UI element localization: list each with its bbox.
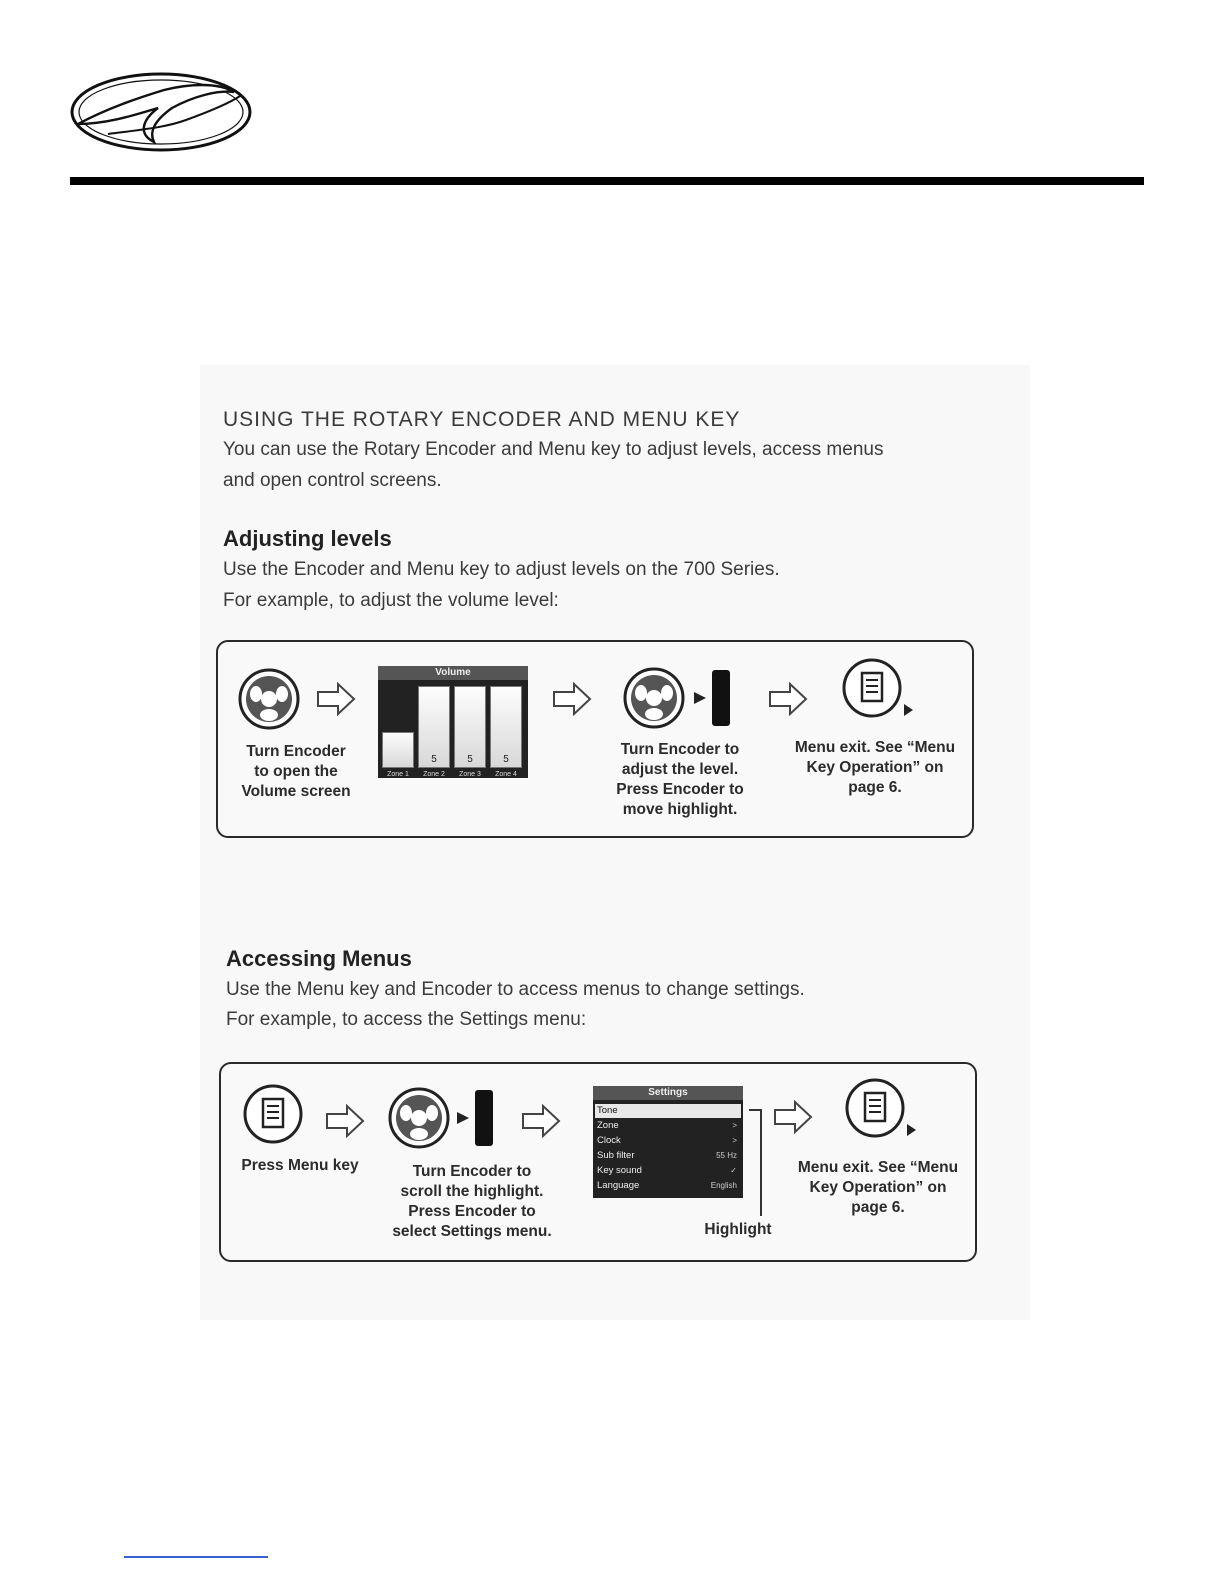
volume-screen-title: Volume <box>378 666 528 680</box>
accessing-step2-caption: Turn Encoder to scroll the highlight. Press Encoder to select Settings menu. <box>392 1163 552 1240</box>
highlight-bracket <box>747 1108 767 1220</box>
brand-logo <box>68 68 254 156</box>
volume-bar-zone-1 <box>382 732 414 768</box>
menu-key-icon <box>840 658 916 722</box>
encoder-with-highlight-icon <box>387 1086 507 1150</box>
encoder-with-highlight-icon <box>622 666 742 730</box>
zone-label: Zone 4 <box>495 771 517 778</box>
volume-bar-zone-4: 5 <box>490 686 522 768</box>
arrow-right-icon <box>325 1104 365 1138</box>
arrow-right-icon <box>521 1104 561 1138</box>
arrow-right-icon <box>768 682 808 716</box>
volume-bar-zone-3: 5 <box>454 686 486 768</box>
volume-screen <box>378 666 528 778</box>
arrow-right-icon <box>552 682 592 716</box>
accessing-steps-panel <box>219 1062 977 1262</box>
settings-screen-title: Settings <box>593 1086 743 1100</box>
intro-line-2: and open control screens. <box>223 470 442 491</box>
adjusting-line-2: For example, to adjust the volume level: <box>223 590 559 611</box>
zone-label: Zone 1 <box>387 771 409 778</box>
footer-link-rule[interactable] <box>124 1556 268 1558</box>
adjusting-steps-panel <box>216 640 974 838</box>
adjusting-step1-caption: Turn Encoder to open the Volume screen <box>241 743 351 800</box>
accessing-heading: Accessing Menus <box>226 946 412 971</box>
volume-bar-zone-2: 5 <box>418 686 450 768</box>
adjusting-step3-caption: Turn Encoder to adjust the level. Press Encoder to move highlight. <box>616 741 744 818</box>
settings-menu-item: Zone > <box>597 1120 737 1131</box>
settings-screen <box>593 1086 743 1198</box>
intro-line-1: You can use the Rotary Encoder and Menu key to adjust levels, access menus <box>223 439 884 460</box>
encoder-icon <box>238 668 300 730</box>
settings-menu-item: Sub filter 55 Hz <box>597 1150 737 1161</box>
settings-menu-item: Language English <box>597 1180 737 1191</box>
accessing-line-2: For example, to access the Settings menu: <box>226 1009 587 1030</box>
zone-label: Zone 2 <box>423 771 445 778</box>
settings-menu-item: Key sound ✓ <box>597 1165 737 1176</box>
section-title: USING THE ROTARY ENCODER AND MENU KEY <box>223 408 741 431</box>
arrow-right-icon <box>773 1100 813 1134</box>
accessing-line-1: Use the Menu key and Encoder to access menus to change settings. <box>226 979 805 1000</box>
menu-key-icon <box>241 1082 305 1146</box>
menu-key-icon <box>843 1078 919 1142</box>
highlight-label: Highlight <box>704 1221 772 1238</box>
arrow-right-icon <box>316 682 356 716</box>
settings-menu-item: Clock > <box>597 1135 737 1146</box>
adjusting-line-1: Use the Encoder and Menu key to adjust levels on the 700 Series. <box>223 559 780 580</box>
header-rule <box>70 177 1144 185</box>
zone-label: Zone 3 <box>459 771 481 778</box>
accessing-step1-caption: Press Menu key <box>241 1157 359 1174</box>
adjusting-step4-caption: Menu exit. See “Menu Key Operation” on page 6. <box>794 739 956 796</box>
settings-menu-item: Tone <box>595 1104 741 1118</box>
accessing-step4-caption: Menu exit. See “Menu Key Operation” on page 6. <box>797 1159 959 1216</box>
adjusting-heading: Adjusting levels <box>223 526 392 551</box>
